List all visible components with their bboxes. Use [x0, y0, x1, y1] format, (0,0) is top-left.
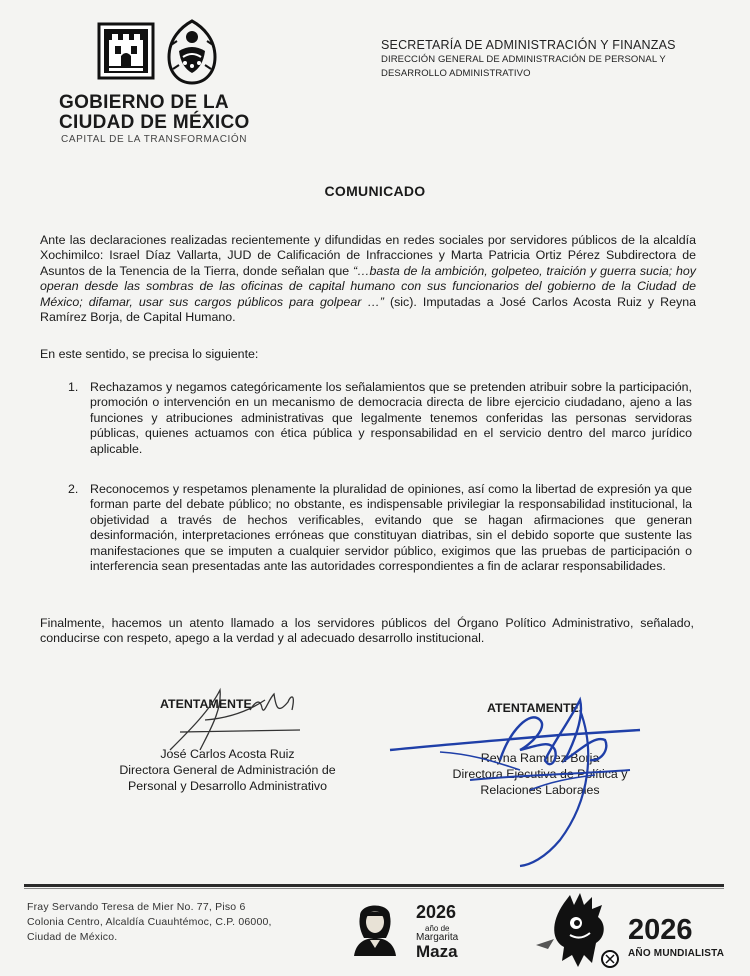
list-item-number: 1.: [68, 380, 79, 394]
maza-last-name: Maza: [416, 942, 458, 961]
list-item-text: Reconocemos y respetamos plenamente la pluralidad de opiniones, así como la libertad de expresión ya que forman parte del debate público; no obstante, es indispensable privilegiar la responsabilidad institucional, la objetividad a través de hechos verificables, evitando que se hagan afirmaciones que generan desinformación, interpretaciones erróneas que constituyan diatribas, sin el debido soporte que sustente las manifestaciones que se imputen a cualquier servidor público, exigimos que las pruebas de participación o interferencia sean presentadas ante las autoridades correspondientes a fin de aclarar responsabilidades.: [90, 482, 692, 574]
list-item-text: Rechazamos y negamos categóricamente los señalamientos que se pretenden atribuir sobre la participación, promoción o intervención en un mecanismo de democracia directa de libre ejercicio ciudadano, ajeno a las funciones y atribuciones administrativas que legalmente tenemos conferidas las personas servidoras públicas, quienes actuamos con ética pública y responsabilidad en el servicio dentro del marco jurídico aplicable.: [90, 380, 692, 456]
intro-text-a: Ante las declaraciones realizadas recientemente y difundidas en redes sociales por servidores públicos de la alcaldía Xochimilco: Israel Díaz Vallarta, JUD de Calificación de Infracciones y Marta Patricia Ortiz Pérez Subdirectora de Asuntos de la Tenencia de la Tierra, donde señalan que: [40, 233, 696, 278]
cdmx-shield-logo-icon: [97, 22, 155, 80]
footer-address-line2: Colonia Centro, Alcaldía Cuauhtémoc, C.P. 06000,: [27, 916, 272, 928]
intro-line2: En este sentido, se precisa lo siguiente:: [40, 347, 259, 361]
signature2-heading: ATENTAMENTE: [487, 701, 579, 715]
government-tagline: CAPITAL DE LA TRANSFORMACIÓN: [61, 134, 248, 145]
cdmx-seal-logo-icon: [163, 17, 221, 87]
list-item-number: 2.: [68, 482, 79, 496]
direccion-line1: DIRECCIÓN GENERAL DE ADMINISTRACIÓN DE PERSONAL Y: [381, 54, 666, 65]
footer-address-line3: Ciudad de México.: [27, 931, 118, 943]
footer-divider-thin: [24, 888, 724, 889]
document-title: COMUNICADO: [324, 183, 426, 199]
maza-first-name: Margarita: [416, 932, 459, 943]
signature2-role-line2: Relaciones Laborales: [480, 783, 600, 797]
direccion-line2: DESARROLLO ADMINISTRATIVO: [381, 68, 531, 79]
signature1-role-line2: Personal y Desarrollo Administrativo: [127, 779, 328, 793]
mundial-label: AÑO MUNDIALISTA: [628, 948, 725, 959]
signature1-heading: ATENTAMENTE: [160, 697, 252, 711]
handwritten-signature-2-icon: [380, 690, 650, 870]
footer-divider: [24, 884, 724, 887]
intro-paragraph: [40, 233, 696, 325]
signature2-name: Reyna Ramírez Borja: [480, 751, 600, 765]
footer-address-line1: Fray Servando Teresa de Mier No. 77, Piso 6: [27, 901, 246, 913]
government-name-line2: CIUDAD DE MÉXICO: [59, 112, 250, 133]
intro-quote: “…basta de la ambición, golpeteo, traición y guerra sucia; hoy operan desde las sombras de las oficinas de capital humano con sus funcionarios del gobierno de la Ciudad de México; difamar, usar sus cargos públicos para golpear …”: [40, 263, 696, 309]
government-name-line1: GOBIERNO DE LA: [59, 92, 229, 113]
mundial-year: 2026: [628, 914, 693, 946]
closing-paragraph: Finalmente, hacemos un atento llamado a los servidores públicos del Órgano Político Administrativo, señalado, conducirse con respeto, apego a la verdad y al adecuado desarrollo institucional.: [40, 616, 694, 646]
maza-year: 2026: [416, 902, 457, 922]
maza-ano-de: año de: [425, 924, 450, 933]
signature1-name: José Carlos Acosta Ruiz: [160, 747, 295, 761]
margarita-maza-portrait-icon: [352, 896, 398, 956]
signature2-role-line1: Directora Ejecutiva de Política y: [452, 767, 628, 781]
mundial-mascot-logo-icon: [534, 893, 624, 971]
handwritten-signature-1-icon: [150, 680, 330, 760]
intro-text-b: (sic). Imputadas a José Carlos Acosta Ruiz y Reyna Ramírez Borja, de Capital Humano.: [40, 294, 696, 325]
secretaria-title: SECRETARÍA DE ADMINISTRACIÓN Y FINANZAS: [381, 38, 676, 52]
signature1-role-line1: Directora General de Administración de: [119, 763, 336, 777]
